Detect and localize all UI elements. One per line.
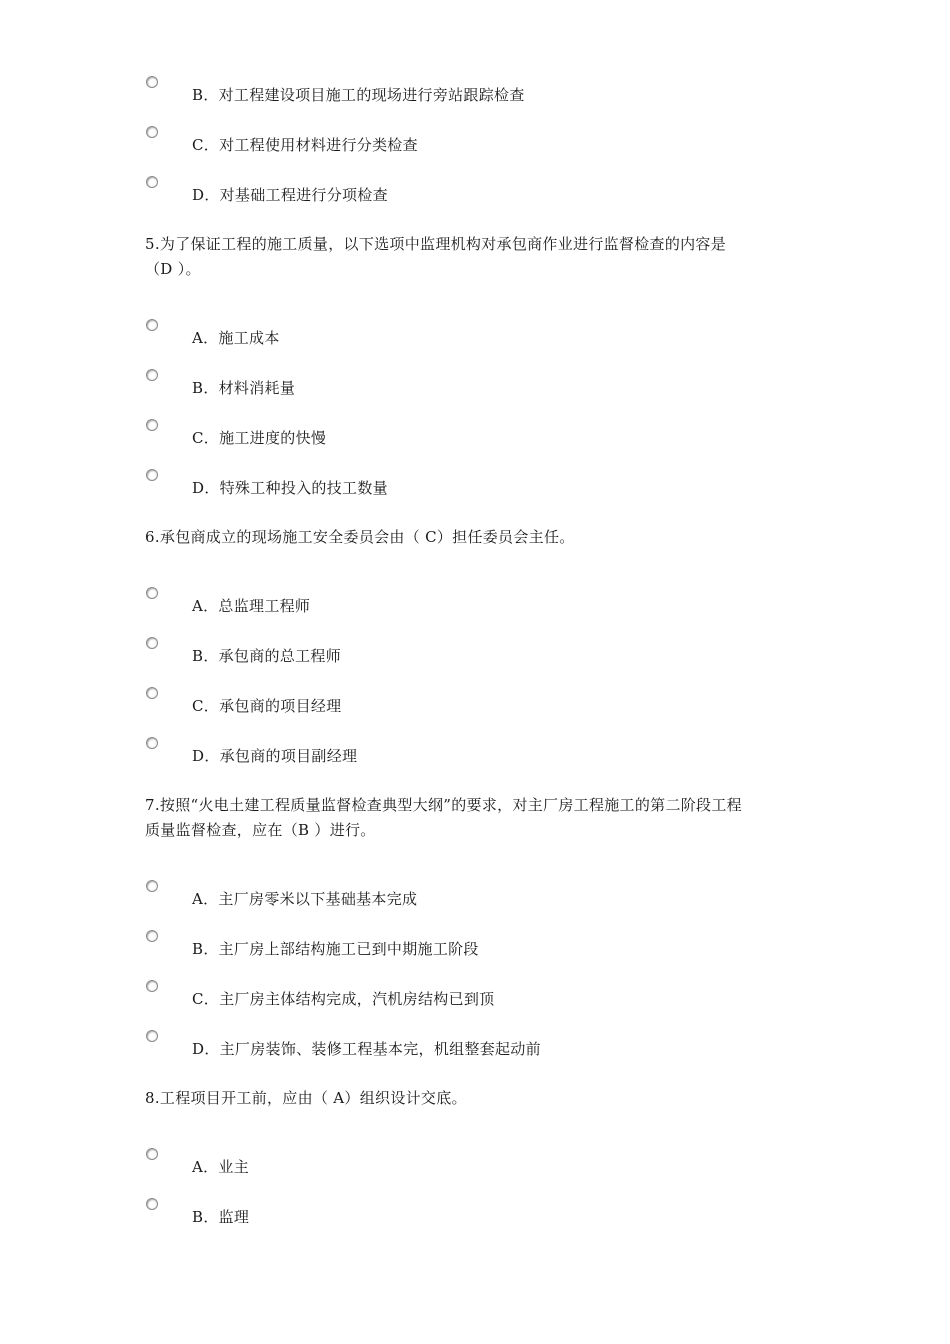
question-7-text-line-1: 7.按照“火电土建工程质量监督检查典型大纲”的要求，对主厂房工程施工的第二阶段工程 [145, 796, 742, 814]
option-label-q5-c: C．施工进度的快慢 [192, 429, 327, 447]
question-6-text: 6.承包商成立的现场施工安全委员会由（ C）担任委员会主任。 [145, 528, 575, 546]
option-label-q6-c: C．承包商的项目经理 [192, 697, 342, 715]
option-label-q8-a: A．业主 [192, 1158, 250, 1176]
option-label-q5-b: B．材料消耗量 [192, 379, 296, 397]
radio-q5-option-c[interactable] [146, 419, 158, 431]
question-5-text-line-1: 5.为了保证工程的施工质量，以下选项中监理机构对承包商作业进行监督检查的内容是 [145, 235, 727, 253]
radio-q6-option-a[interactable] [146, 587, 158, 599]
question-7-text-line-2: 质量监督检查，应在（B ）进行。 [145, 821, 376, 839]
question-8-text: 8.工程项目开工前，应由（ A）组织设计交底。 [145, 1089, 467, 1107]
option-label-q5-d: D．特殊工种投入的技工数量 [192, 479, 388, 497]
radio-q5-option-d[interactable] [146, 469, 158, 481]
radio-q7-option-c[interactable] [146, 980, 158, 992]
option-label-q4-d: D．对基础工程进行分项检查 [192, 186, 388, 204]
option-label-q4-b: B．对工程建设项目施工的现场进行旁站跟踪检查 [192, 86, 525, 104]
option-label-q7-c: C．主厂房主体结构完成，汽机房结构已到顶 [192, 990, 495, 1008]
radio-q5-option-a[interactable] [146, 319, 158, 331]
radio-q6-option-b[interactable] [146, 637, 158, 649]
radio-q8-option-a[interactable] [146, 1148, 158, 1160]
option-label-q7-a: A．主厂房零米以下基础基本完成 [192, 890, 418, 908]
radio-q7-option-a[interactable] [146, 880, 158, 892]
option-label-q7-b: B．主厂房上部结构施工已到中期施工阶段 [192, 940, 479, 958]
option-label-q6-b: B．承包商的总工程师 [192, 647, 342, 665]
radio-q6-option-d[interactable] [146, 737, 158, 749]
radio-q4-option-d[interactable] [146, 176, 158, 188]
option-label-q4-c: C．对工程使用材料进行分类检查 [192, 136, 418, 154]
radio-q7-option-b[interactable] [146, 930, 158, 942]
radio-q5-option-b[interactable] [146, 369, 158, 381]
option-label-q6-d: D．承包商的项目副经理 [192, 747, 358, 765]
radio-q7-option-d[interactable] [146, 1030, 158, 1042]
option-label-q8-b: B．监理 [192, 1208, 250, 1226]
radio-q6-option-c[interactable] [146, 687, 158, 699]
option-label-q5-a: A．施工成本 [192, 329, 280, 347]
radio-q4-option-c[interactable] [146, 126, 158, 138]
radio-q4-option-b[interactable] [146, 76, 158, 88]
radio-q8-option-b[interactable] [146, 1198, 158, 1210]
option-label-q6-a: A．总监理工程师 [192, 597, 311, 615]
question-5-text-line-2: （D ）。 [145, 260, 201, 278]
option-label-q7-d: D．主厂房装饰、装修工程基本完，机组整套起动前 [192, 1040, 541, 1058]
